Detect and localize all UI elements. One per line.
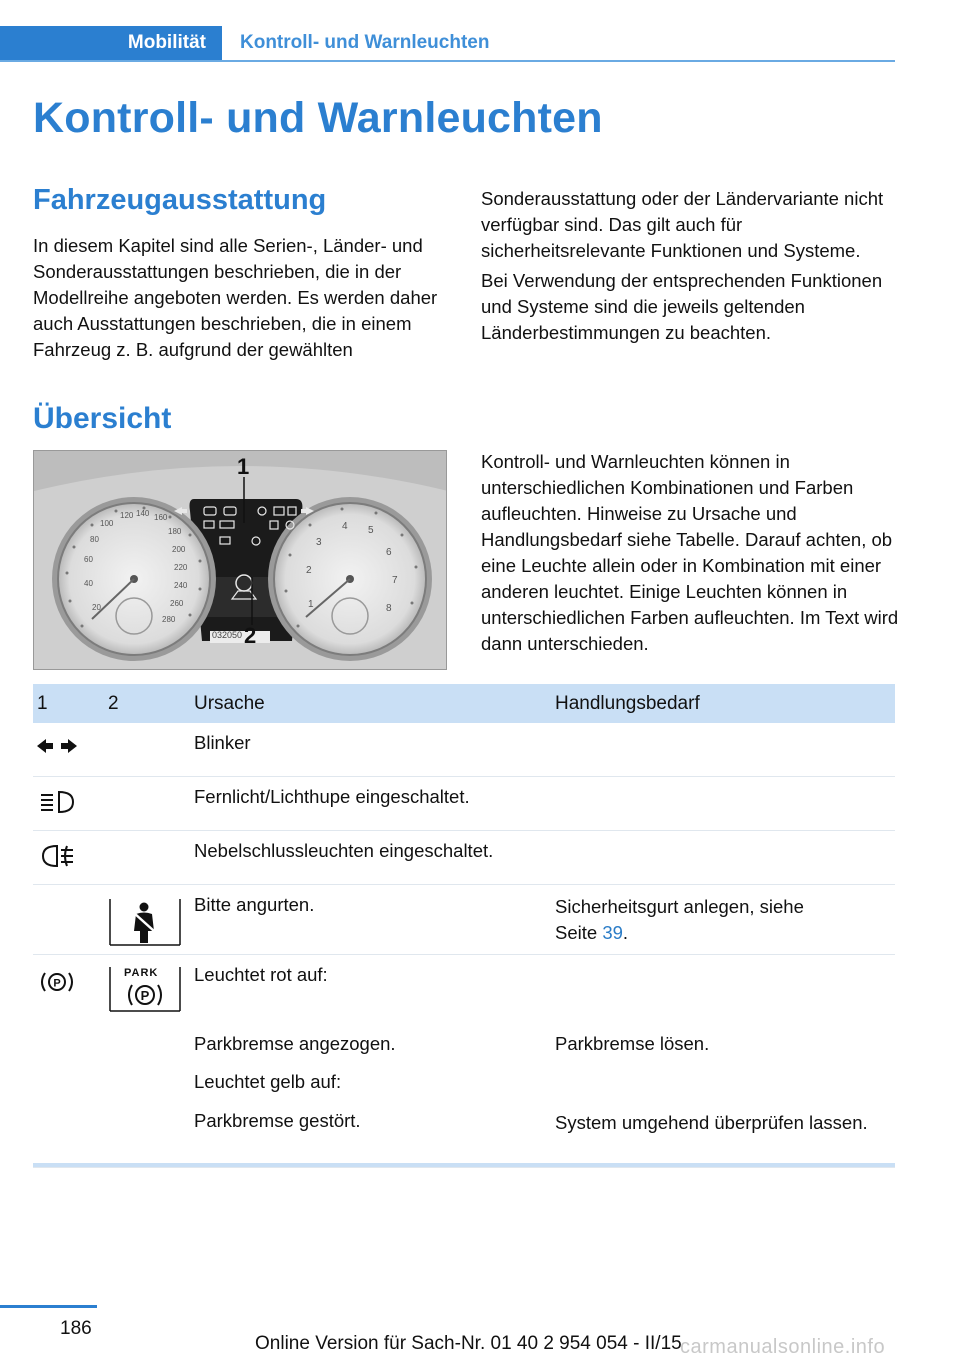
- gauge-number: 120: [120, 511, 134, 520]
- page-title: Kontroll- und Warnleuchten: [33, 94, 603, 142]
- gauge-number: 40: [84, 579, 93, 588]
- table-row: [33, 723, 895, 777]
- cause-text: Blinker: [194, 732, 251, 753]
- gauge-number: 100: [100, 519, 114, 528]
- gauge-number: 5: [368, 525, 374, 536]
- gauge-number: 6: [386, 547, 392, 558]
- paragraph-equipment-left: In diesem Kapitel sind alle Serien-, Länder- und Sonderausstattungen beschrieben, die in der Modellreihe angeboten werden. Es werden daher auch Ausstattungen beschrieben, die in einem Fahrzeug z. B. aufgrund der gewählten: [33, 235, 438, 360]
- callout-1: 1: [237, 454, 250, 479]
- gauge-number: 4: [342, 521, 348, 532]
- instrument-cluster-image: [33, 450, 447, 670]
- watermark: carmanualsonline.info: [680, 1336, 886, 1358]
- cause-yellow-text: Leuchtet gelb auf:: [194, 1071, 342, 1092]
- rear-fog-light-icon: [37, 844, 77, 873]
- cause-fault-text: Parkbremse gestört.: [194, 1110, 361, 1131]
- online-version-note: Online Version für Sach-Nr. 01 40 2 954 054 - II/15: [255, 1333, 682, 1354]
- action-fault-text: System umgehend überprüfen lassen.: [555, 1112, 868, 1133]
- paragraph-equipment-right-1: Sonderausstattung oder der Ländervariante nicht verfügbar sind. Das gilt auch für sicherheitsrelevante Funktionen und Systeme.: [481, 188, 884, 261]
- section-heading-fahrzeugausstattung: Fahrzeugausstattung: [33, 184, 327, 216]
- gauge-number: 160: [154, 513, 168, 522]
- seatbelt-icon: [108, 897, 182, 952]
- action-applied-text: Parkbremse lösen.: [555, 1033, 710, 1054]
- park-label: PARK: [124, 967, 159, 979]
- page-number: 186: [60, 1318, 92, 1339]
- gauge-number: 2: [306, 565, 312, 576]
- gauge-number: 260: [170, 599, 184, 608]
- parking-brake-icon: [37, 969, 77, 1000]
- gauge-number: 3: [316, 537, 322, 548]
- action-suffix: .: [622, 922, 629, 943]
- high-beam-icon: [37, 790, 77, 819]
- parking-brake-park-icon: [108, 965, 182, 1018]
- header-col-ursache: Ursache: [194, 692, 265, 714]
- gauge-number: 7: [392, 575, 398, 586]
- svg-text:P: P: [140, 988, 150, 1003]
- header-col-2: 2: [108, 692, 119, 714]
- gauge-number: 240: [174, 581, 188, 590]
- action-page-prefix: Seite: [555, 922, 603, 943]
- table-row: [33, 885, 895, 955]
- callout-2: 2: [244, 623, 257, 648]
- turn-signal-icon: [37, 737, 77, 759]
- cause-applied-text: Parkbremse angezogen.: [194, 1033, 396, 1054]
- cause-text: Bitte angurten.: [194, 894, 315, 915]
- gauge-number: 140: [136, 509, 150, 518]
- gauge-number: 80: [90, 535, 99, 544]
- svg-text:P: P: [53, 977, 61, 990]
- footer-accent-line: [0, 1305, 97, 1308]
- header-col-1: 1: [37, 692, 48, 714]
- paragraph-equipment-right-2: Bei Verwendung der entsprechenden Funktionen und Systeme sind die jeweils geltenden Länderbestimmungen zu beachten.: [481, 270, 883, 343]
- image-code: 032050: [212, 630, 243, 640]
- cause-red-text: Leuchtet rot auf:: [194, 964, 328, 985]
- action-text: [555, 894, 804, 946]
- chapter-title-tab[interactable]: Kontroll- und Warnleuchten: [240, 32, 490, 53]
- gauge-number: 20: [92, 603, 101, 612]
- warning-lights-table: [33, 684, 895, 1168]
- gauge-number: 200: [172, 545, 186, 554]
- gauge-number: 60: [84, 555, 93, 564]
- gauge-number: 1: [308, 599, 314, 610]
- cause-text: Nebelschlussleuchten eingeschaltet.: [194, 840, 494, 861]
- paragraph-overview: Kontroll- und Warnleuchten können in unterschiedlichen Kombinationen und Farben aufleuchten. Hinweise zu Ursache und Handlungsbedarf siehe Tabelle. Darauf achten, ob eine Leuchte allein oder in Kombination mit einer anderen leuchtet. Einige Leuchten können in unterschiedlichen Farben aufleuchten. Im Text wird dann unterschieden.: [481, 451, 899, 654]
- table-bottom-rule: [33, 1163, 895, 1167]
- table-header: [33, 684, 895, 723]
- header-col-handlungsbedarf: Handlungsbedarf: [555, 692, 700, 714]
- gauge-number: 8: [386, 603, 392, 614]
- table-row: [33, 831, 895, 885]
- cause-text: Fernlicht/Lichthupe eingeschaltet.: [194, 786, 470, 807]
- gauge-number: 280: [162, 615, 176, 624]
- gauge-number: 180: [168, 527, 182, 536]
- page-header: [0, 26, 895, 62]
- gauge-number: 220: [174, 563, 188, 572]
- header-divider: [0, 60, 895, 62]
- page-link-39[interactable]: 39: [602, 922, 623, 943]
- section-tab[interactable]: Mobilität: [0, 26, 222, 60]
- table-row: [33, 955, 895, 1168]
- action-line: Sicherheitsgurt anlegen, siehe: [555, 896, 804, 917]
- table-row: [33, 777, 895, 831]
- section-heading-uebersicht: Übersicht: [33, 402, 172, 435]
